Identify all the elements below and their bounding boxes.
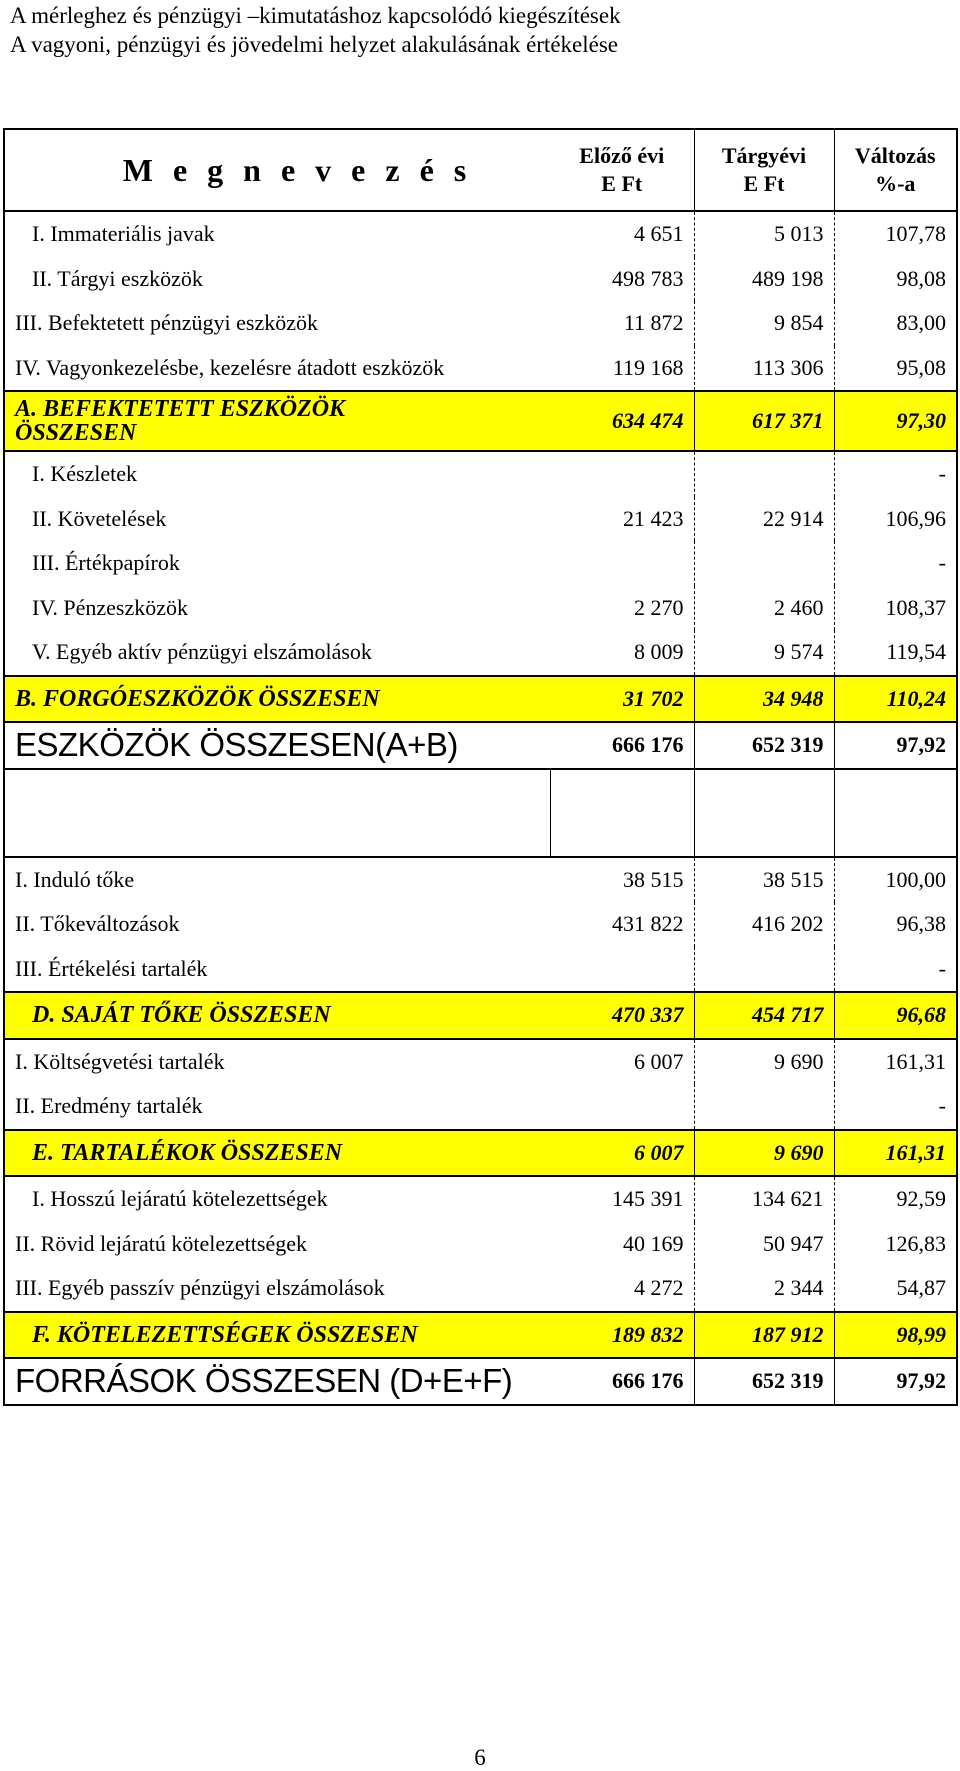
header-chg-line1: Változás: [854, 143, 936, 168]
header-cur-line1: Tárgyévi: [721, 143, 807, 168]
spacer-cell: [550, 769, 694, 857]
row-prev: [550, 541, 694, 586]
row-chg: 161,31: [834, 1130, 957, 1177]
table-row: [4, 346, 957, 392]
table-header: [4, 129, 957, 211]
row-label: III. Értékelési tartalék: [4, 947, 550, 993]
row-prev: 431 822: [550, 902, 694, 947]
row-chg: 54,87: [834, 1266, 957, 1312]
balance-table: [3, 128, 958, 1406]
row-prev: 8 009: [550, 630, 694, 676]
row-prev: 6 007: [550, 1039, 694, 1085]
row-label: ESZKÖZÖK ÖSSZESEN(A+B): [4, 722, 550, 769]
table-row: [4, 301, 957, 346]
table-row: [4, 1176, 957, 1222]
row-label: E. TARTALÉKOK ÖSSZESEN: [4, 1130, 550, 1177]
row-prev: 634 474: [550, 391, 694, 451]
row-cur: 9 574: [694, 630, 834, 676]
total-liabilities-row: [4, 1358, 957, 1405]
row-chg: -: [834, 451, 957, 497]
row-cur: 50 947: [694, 1222, 834, 1267]
total-assets-row: [4, 722, 957, 769]
table-row: [4, 857, 957, 903]
row-chg: 161,31: [834, 1039, 957, 1085]
row-prev: 4 651: [550, 211, 694, 257]
row-cur: 652 319: [694, 1358, 834, 1405]
row-prev: 666 176: [550, 722, 694, 769]
header-cur-line2: E Ft: [743, 171, 785, 196]
spacer-cell: [4, 769, 550, 857]
row-cur: 617 371: [694, 391, 834, 451]
header-prev-line2: E Ft: [601, 171, 643, 196]
row-prev: 31 702: [550, 676, 694, 723]
header-chg-line2: %-a: [875, 171, 916, 196]
row-prev: 40 169: [550, 1222, 694, 1267]
row-chg: 92,59: [834, 1176, 957, 1222]
header-name: M e g n e v e z é s: [4, 129, 550, 211]
subtotal-row-b: [4, 676, 957, 723]
row-cur: 454 717: [694, 992, 834, 1039]
row-label: I. Hosszú lejáratú kötelezettségek: [4, 1176, 550, 1222]
row-chg: -: [834, 947, 957, 993]
row-chg: 96,38: [834, 902, 957, 947]
row-label: IV. Pénzeszközök: [4, 586, 550, 631]
table-row: [4, 211, 957, 257]
row-chg: 106,96: [834, 497, 957, 542]
row-cur: 9 690: [694, 1039, 834, 1085]
row-prev: [550, 947, 694, 993]
row-chg: 119,54: [834, 630, 957, 676]
row-cur: 113 306: [694, 346, 834, 392]
row-label: II. Rövid lejáratú kötelezettségek: [4, 1222, 550, 1267]
row-label: F. KÖTELEZETTSÉGEK ÖSSZESEN: [4, 1312, 550, 1359]
row-label: I. Induló tőke: [4, 857, 550, 903]
row-chg: 107,78: [834, 211, 957, 257]
header-chg: [834, 129, 957, 211]
row-label: I. Immateriális javak: [4, 211, 550, 257]
row-cur: [694, 541, 834, 586]
row-chg: 98,99: [834, 1312, 957, 1359]
row-chg: 96,68: [834, 992, 957, 1039]
row-prev: [550, 1084, 694, 1130]
row-prev: [550, 451, 694, 497]
row-cur: [694, 451, 834, 497]
row-cur: 38 515: [694, 857, 834, 903]
row-label: III. Értékpapírok: [4, 541, 550, 586]
table-row: [4, 630, 957, 676]
header-prev: [550, 129, 694, 211]
row-chg: -: [834, 541, 957, 586]
row-cur: 134 621: [694, 1176, 834, 1222]
row-chg: 97,92: [834, 722, 957, 769]
table-row: [4, 497, 957, 542]
row-chg: 126,83: [834, 1222, 957, 1267]
row-label: FORRÁSOK ÖSSZESEN (D+E+F): [4, 1358, 550, 1405]
row-label: II. Követelések: [4, 497, 550, 542]
row-prev: 666 176: [550, 1358, 694, 1405]
row-cur: 9 854: [694, 301, 834, 346]
row-chg: 97,30: [834, 391, 957, 451]
row-chg: 97,92: [834, 1358, 957, 1405]
row-prev: 189 832: [550, 1312, 694, 1359]
row-label: [4, 391, 550, 451]
row-cur: [694, 1084, 834, 1130]
row-cur: 489 198: [694, 257, 834, 302]
row-chg: 95,08: [834, 346, 957, 392]
row-label: V. Egyéb aktív pénzügyi elszámolások: [4, 630, 550, 676]
row-prev: 21 423: [550, 497, 694, 542]
spacer-cell: [834, 769, 957, 857]
row-cur: 2 460: [694, 586, 834, 631]
row-cur: 652 319: [694, 722, 834, 769]
row-prev: 11 872: [550, 301, 694, 346]
subtotal-row-f: [4, 1312, 957, 1359]
row-chg: 110,24: [834, 676, 957, 723]
row-prev: 498 783: [550, 257, 694, 302]
heading-line-2: A vagyoni, pénzügyi és jövedelmi helyzet alakulásának értékelése: [10, 32, 618, 57]
header-prev-line1: Előző évi: [579, 143, 665, 168]
table-row: [4, 257, 957, 302]
row-label: IV. Vagyonkezelésbe, kezelésre átadott eszközök: [4, 346, 550, 392]
row-cur: 22 914: [694, 497, 834, 542]
row-label: II. Tőkeváltozások: [4, 902, 550, 947]
row-cur: 34 948: [694, 676, 834, 723]
table-row: [4, 451, 957, 497]
row-cur: 187 912: [694, 1312, 834, 1359]
row-label-line1: A. BEFEKTETETT ESZKÖZÖK: [15, 396, 346, 422]
row-prev: 145 391: [550, 1176, 694, 1222]
row-prev: 38 515: [550, 857, 694, 903]
page-number: 6: [474, 1745, 486, 1770]
table-row: [4, 902, 957, 947]
row-label-line2: ÖSSZESEN: [15, 420, 137, 446]
table-row: [4, 1266, 957, 1312]
row-prev: 4 272: [550, 1266, 694, 1312]
row-label: II. Tárgyi eszközök: [4, 257, 550, 302]
row-chg: 83,00: [834, 301, 957, 346]
row-cur: 416 202: [694, 902, 834, 947]
row-cur: [694, 947, 834, 993]
row-cur: 2 344: [694, 1266, 834, 1312]
row-label: II. Eredmény tartalék: [4, 1084, 550, 1130]
row-label: III. Befektetett pénzügyi eszközök: [4, 301, 550, 346]
table-row: [4, 1084, 957, 1130]
row-label: B. FORGÓESZKÖZÖK ÖSSZESEN: [4, 676, 550, 723]
row-label: D. SAJÁT TŐKE ÖSSZESEN: [4, 992, 550, 1039]
row-prev: 119 168: [550, 346, 694, 392]
subtotal-row-e: [4, 1130, 957, 1177]
table-row: [4, 947, 957, 993]
heading-line-1: A mérleghez és pénzügyi –kimutatáshoz kapcsolódó kiegészítések: [10, 3, 621, 28]
subtotal-row-a: [4, 391, 957, 451]
row-prev: 470 337: [550, 992, 694, 1039]
table-row: [4, 1222, 957, 1267]
spacer-row: [4, 769, 957, 857]
table-row: [4, 586, 957, 631]
row-cur: 5 013: [694, 211, 834, 257]
row-chg: -: [834, 1084, 957, 1130]
table-row: [4, 541, 957, 586]
row-chg: 98,08: [834, 257, 957, 302]
row-label: I. Készletek: [4, 451, 550, 497]
header-cur: [694, 129, 834, 211]
row-chg: 108,37: [834, 586, 957, 631]
row-chg: 100,00: [834, 857, 957, 903]
row-cur: 9 690: [694, 1130, 834, 1177]
row-label: I. Költségvetési tartalék: [4, 1039, 550, 1085]
table-row: [4, 1039, 957, 1085]
subtotal-row-d: [4, 992, 957, 1039]
row-prev: 2 270: [550, 586, 694, 631]
spacer-cell: [694, 769, 834, 857]
row-label: III. Egyéb passzív pénzügyi elszámolások: [4, 1266, 550, 1312]
row-prev: 6 007: [550, 1130, 694, 1177]
